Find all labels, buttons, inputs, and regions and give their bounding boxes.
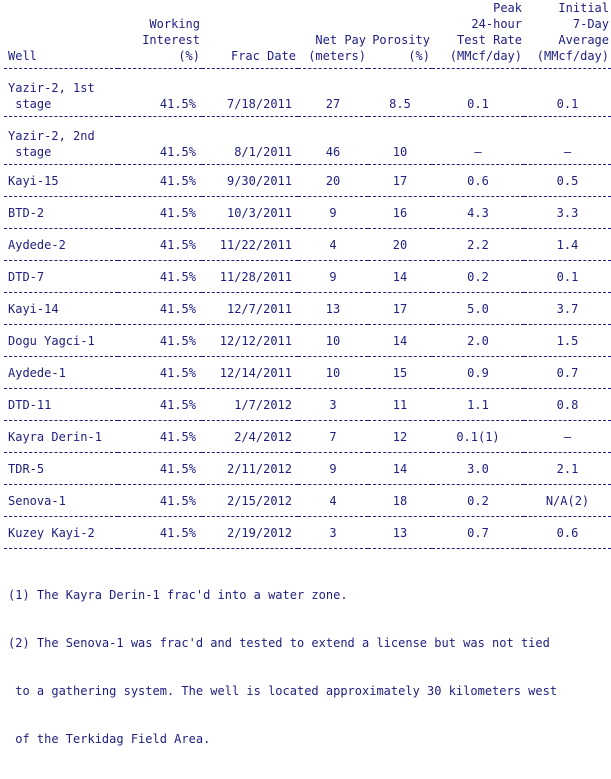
cell-porosity: 12 <box>368 421 432 453</box>
cell-initial-average: – <box>524 117 611 165</box>
header-line: Porosity <box>372 33 430 47</box>
header-line: 7-Day <box>572 17 609 31</box>
cell-initial-average: 0.8 <box>524 389 611 421</box>
cell-well: Kuzey Kayi-2 <box>4 517 118 549</box>
cell-frac-date: 12/12/2011 <box>202 325 298 357</box>
table-row <box>4 453 611 485</box>
cell-working-interest: 41.5% <box>118 389 202 421</box>
header-line: (MMcf/day) <box>536 49 609 63</box>
header-line: (%) <box>178 49 200 63</box>
header-line: Frac Date <box>230 49 296 63</box>
header-line: Peak <box>493 1 522 15</box>
cell-net-pay: 13 <box>298 293 368 325</box>
header-line: (%) <box>408 49 430 63</box>
cell-porosity: 13 <box>368 517 432 549</box>
header-line: Test Rate <box>456 33 522 47</box>
footnote-2-cont: to a gathering system. The well is located approximately 30 kilometers west <box>8 684 558 698</box>
cell-porosity: 11 <box>368 389 432 421</box>
cell-frac-date: 11/22/2011 <box>202 229 298 261</box>
cell-initial-average: 0.7 <box>524 357 611 389</box>
cell-frac-date: 10/3/2011 <box>202 197 298 229</box>
cell-initial-average: 3.7 <box>524 293 611 325</box>
cell-well: DTD-7 <box>4 261 118 293</box>
cell-porosity: 14 <box>368 325 432 357</box>
well-results-table <box>4 0 611 549</box>
header-working-interest <box>118 0 202 69</box>
header-line: Average <box>558 33 609 47</box>
cell-porosity: 14 <box>368 261 432 293</box>
cell-frac-date: 12/14/2011 <box>202 357 298 389</box>
cell-porosity: 8.5 <box>368 69 432 117</box>
cell-working-interest: 41.5% <box>118 325 202 357</box>
cell-porosity: 17 <box>368 165 432 197</box>
table-row <box>4 197 611 229</box>
cell-peak-rate: 5.0 <box>432 293 524 325</box>
cell-working-interest: 41.5% <box>118 165 202 197</box>
cell-line: stage <box>8 145 52 159</box>
cell-net-pay: 4 <box>298 229 368 261</box>
cell-peak-rate: 0.1 <box>432 69 524 117</box>
cell-net-pay: 7 <box>298 421 368 453</box>
table-row <box>4 69 611 117</box>
cell-working-interest: 41.5% <box>118 261 202 293</box>
cell-initial-average: 2.1 <box>524 453 611 485</box>
cell-frac-date: 2/11/2012 <box>202 453 298 485</box>
cell-initial-average: 0.1 <box>524 69 611 117</box>
table-row <box>4 357 611 389</box>
cell-frac-date: 12/7/2011 <box>202 293 298 325</box>
cell-frac-date: 2/19/2012 <box>202 517 298 549</box>
cell-well: TDR-5 <box>4 453 118 485</box>
cell-peak-rate: 2.2 <box>432 229 524 261</box>
cell-line: stage <box>8 97 52 111</box>
table-row <box>4 229 611 261</box>
cell-peak-rate: 0.7 <box>432 517 524 549</box>
cell-porosity: 17 <box>368 293 432 325</box>
cell-initial-average: 3.3 <box>524 197 611 229</box>
cell-initial-average: 0.1 <box>524 261 611 293</box>
cell-net-pay: 10 <box>298 357 368 389</box>
footnote-2-cont: of the Terkidag Field Area. <box>8 732 211 746</box>
cell-frac-date: 2/4/2012 <box>202 421 298 453</box>
cell-line: Yazir-2, 1st <box>8 81 95 95</box>
cell-peak-rate: 0.9 <box>432 357 524 389</box>
cell-initial-average: 1.5 <box>524 325 611 357</box>
cell-porosity: 14 <box>368 453 432 485</box>
table-row <box>4 117 611 165</box>
cell-net-pay: 9 <box>298 453 368 485</box>
header-net-pay <box>298 0 368 69</box>
header-line: (meters) <box>308 49 366 63</box>
header-line: Initial <box>558 1 609 15</box>
cell-frac-date: 7/18/2011 <box>202 69 298 117</box>
header-initial-average <box>524 0 611 69</box>
cell-net-pay: 3 <box>298 389 368 421</box>
cell-working-interest: 41.5% <box>118 421 202 453</box>
table-row <box>4 325 611 357</box>
cell-well: Kayra Derin-1 <box>4 421 118 453</box>
cell-frac-date: 2/15/2012 <box>202 485 298 517</box>
cell-peak-rate: 0.2 <box>432 261 524 293</box>
cell-well: DTD-11 <box>4 389 118 421</box>
cell-working-interest: 41.5% <box>118 69 202 117</box>
cell-net-pay: 9 <box>298 261 368 293</box>
table-row <box>4 517 611 549</box>
table-row <box>4 485 611 517</box>
cell-initial-average: – <box>524 421 611 453</box>
cell-working-interest: 41.5% <box>118 485 202 517</box>
cell-peak-rate: 0.1(1) <box>432 421 524 453</box>
header-line: Net Pay <box>315 33 366 47</box>
cell-well: Dogu Yagci-1 <box>4 325 118 357</box>
cell-porosity: 15 <box>368 357 432 389</box>
header-line: Working <box>149 17 200 31</box>
cell-line: Yazir-2, 2nd <box>8 129 95 143</box>
header-peak-rate <box>432 0 524 69</box>
cell-working-interest: 41.5% <box>118 357 202 389</box>
header-line: Interest <box>142 33 200 47</box>
header-porosity <box>368 0 432 69</box>
cell-well: Aydede-1 <box>4 357 118 389</box>
footnote-1: (1) The Kayra Derin-1 frac'd into a water zone. <box>8 588 348 602</box>
cell-initial-average: 1.4 <box>524 229 611 261</box>
cell-well <box>4 117 118 165</box>
footnote-2: (2) The Senova-1 was frac'd and tested to extend a license but was not tied <box>8 636 550 650</box>
cell-peak-rate: 4.3 <box>432 197 524 229</box>
cell-net-pay: 3 <box>298 517 368 549</box>
cell-porosity: 18 <box>368 485 432 517</box>
cell-peak-rate: 3.0 <box>432 453 524 485</box>
cell-peak-rate: 0.6 <box>432 165 524 197</box>
cell-well: Kayi-15 <box>4 165 118 197</box>
table-header-row <box>4 0 611 69</box>
cell-frac-date: 9/30/2011 <box>202 165 298 197</box>
cell-working-interest: 41.5% <box>118 197 202 229</box>
cell-porosity: 20 <box>368 229 432 261</box>
table-row <box>4 165 611 197</box>
header-frac-date <box>202 0 298 69</box>
cell-frac-date: 11/28/2011 <box>202 261 298 293</box>
cell-peak-rate: 0.2 <box>432 485 524 517</box>
cell-net-pay: 4 <box>298 485 368 517</box>
cell-well: BTD-2 <box>4 197 118 229</box>
cell-working-interest: 41.5% <box>118 517 202 549</box>
table-row <box>4 261 611 293</box>
cell-well: Aydede-2 <box>4 229 118 261</box>
cell-net-pay: 9 <box>298 197 368 229</box>
cell-working-interest: 41.5% <box>118 453 202 485</box>
header-line: Well <box>8 49 37 63</box>
cell-initial-average: N/A(2) <box>524 485 611 517</box>
cell-peak-rate: – <box>432 117 524 165</box>
cell-porosity: 16 <box>368 197 432 229</box>
cell-working-interest: 41.5% <box>118 293 202 325</box>
footnotes <box>8 555 611 779</box>
cell-working-interest: 41.5% <box>118 229 202 261</box>
cell-well: Senova-1 <box>4 485 118 517</box>
table-row <box>4 389 611 421</box>
table-row <box>4 421 611 453</box>
header-line: 24-hour <box>471 17 522 31</box>
cell-net-pay: 46 <box>298 117 368 165</box>
cell-initial-average: 0.6 <box>524 517 611 549</box>
cell-net-pay: 27 <box>298 69 368 117</box>
cell-net-pay: 20 <box>298 165 368 197</box>
cell-frac-date: 1/7/2012 <box>202 389 298 421</box>
cell-working-interest: 41.5% <box>118 117 202 165</box>
cell-well: Kayi-14 <box>4 293 118 325</box>
cell-peak-rate: 2.0 <box>432 325 524 357</box>
cell-well <box>4 69 118 117</box>
header-well <box>4 0 118 69</box>
table-row <box>4 293 611 325</box>
cell-frac-date: 8/1/2011 <box>202 117 298 165</box>
header-line: (MMcf/day) <box>449 49 522 63</box>
cell-net-pay: 10 <box>298 325 368 357</box>
cell-peak-rate: 1.1 <box>432 389 524 421</box>
cell-porosity: 10 <box>368 117 432 165</box>
cell-initial-average: 0.5 <box>524 165 611 197</box>
